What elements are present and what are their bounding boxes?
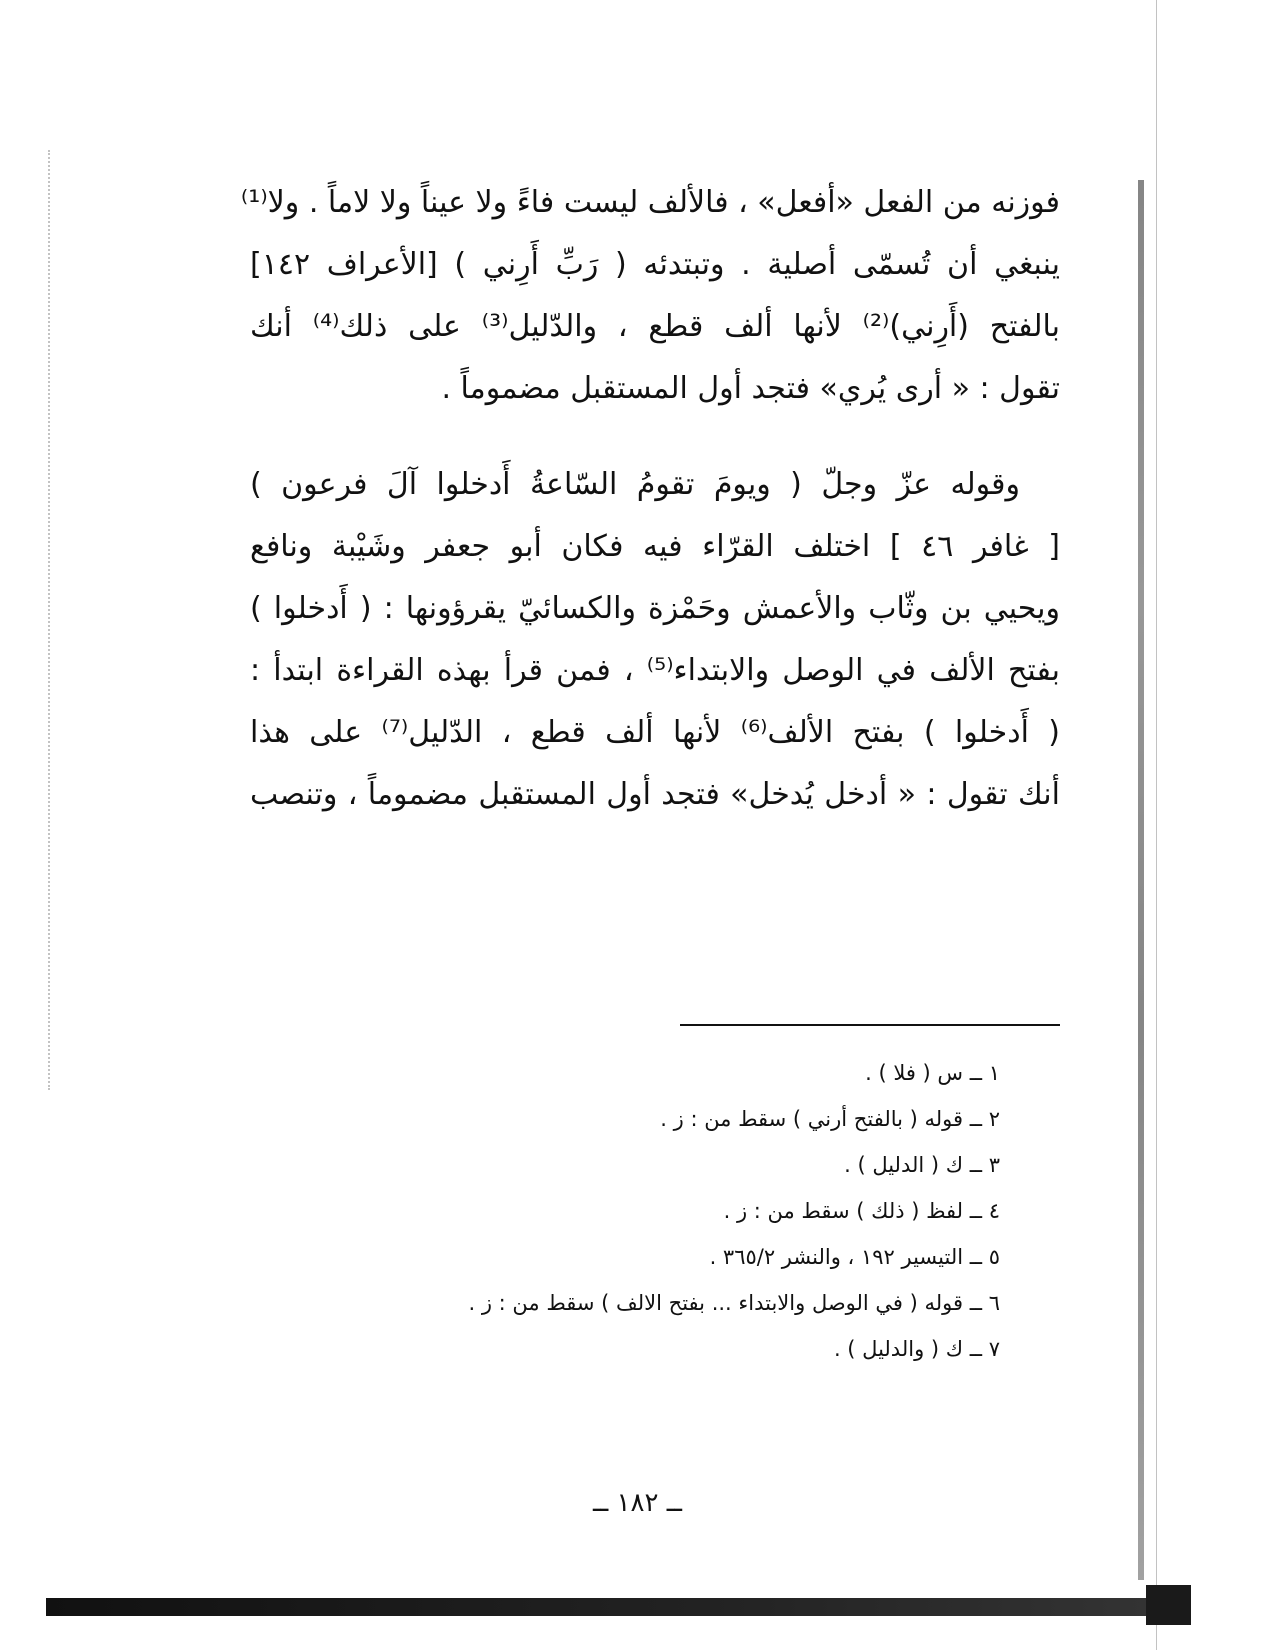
footnote-7: ٧ ــ ك ( والدليل ) . [833,1337,1000,1361]
body-line-4: تقول : « أرى يُري» فتجد أول المستقبل مضموماً . [441,371,1060,406]
footnote-3: ٣ ــ ك ( الدليل ) . [844,1153,1000,1177]
footnote-separator [680,1024,1060,1026]
body-line-8: بفتح الألف في الوصل والابتداء⁽⁵⁾ ، فمن قرأ بهذه القراءة ابتدأ : [250,653,1060,688]
footnote-6: ٦ ــ قوله ( في الوصل والابتداء ... بفتح الالف ) سقط من : ز . [468,1291,1000,1315]
footnote-4: ٤ ــ لفظ ( ذلك ) سقط من : ز . [723,1199,1000,1223]
scan-bottom-shadow [46,1598,1146,1616]
scan-edge-line [1156,0,1157,1650]
body-text [240,172,1060,826]
binding-shadow [1138,180,1144,1580]
body-line-3: بالفتح (أَرِني)⁽²⁾ لأنها ألف قطع ، والدّليل⁽³⁾ على ذلك⁽⁴⁾ أنك [250,309,1060,344]
scan-corner-blot [1146,1585,1191,1625]
paragraph-gap [250,420,1060,454]
body-line-9: ( أَدخلوا ) بفتح الألف⁽⁶⁾ لأنها ألف قطع ، الدّليل⁽⁷⁾ على هذا [250,715,1060,750]
body-line-7: ويحيي بن وثّاب والأعمش وحَمْزة والكسائيّ يقرؤونها : ( أَدخلوا ) [250,591,1060,626]
footnote-2: ٢ ــ قوله ( بالفتح أرني ) سقط من : ز . [660,1107,1000,1131]
body-line-5: وقوله عزّ وجلّ ( ويومَ تقومُ السّاعةُ أَدخلوا آلَ فرعون ) [250,467,1020,502]
footnote-5: ٥ ــ التيسير ١٩٢ ، والنشر ٣٦٥/٢ . [709,1245,1000,1269]
body-line-2: ينبغي أن تُسمّى أصلية . وتبتدئه ( رَبِّ أَرِني ) [الأعراف ١٤٢] [250,247,1060,282]
page-number: ــ ١٨٢ ــ [593,1488,682,1518]
footnotes [260,1050,1000,1372]
footnote-1: ١ ــ س ( فلا ) . [865,1061,1000,1085]
body-line-1: فوزنه من الفعل «أفعل» ، فالألف ليست فاءً ولا عيناً ولا لاماً . ولا⁽¹⁾ [240,185,1060,220]
body-line-10: أنك تقول : « أدخل يُدخل» فتجد أول المستقبل مضموماً ، وتنصب [250,777,1060,812]
scan-margin-dots [48,150,52,1090]
body-line-6: [ غافر ٤٦ ] اختلف القرّاء فيه فكان أبو جعفر وشَيْبة ونافع [250,529,1060,564]
